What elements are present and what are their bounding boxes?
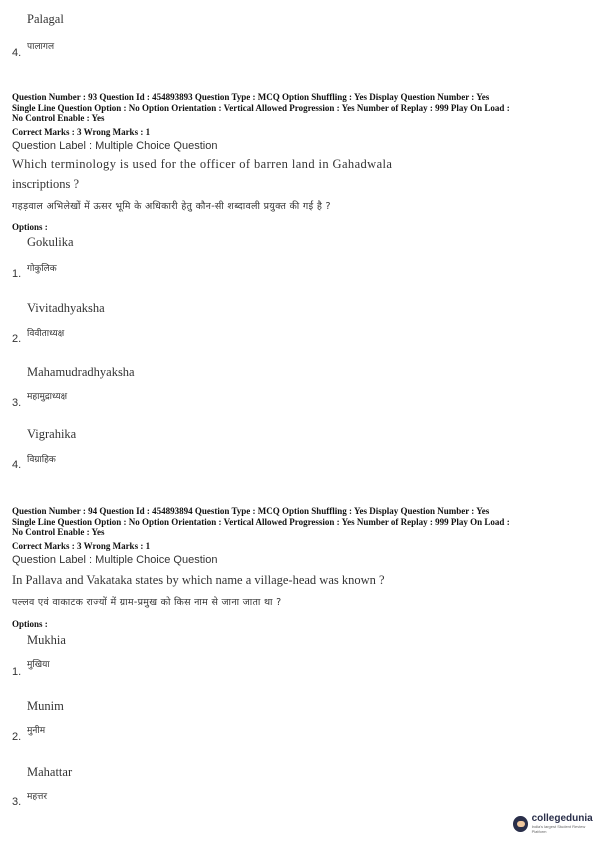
brand-name: collegedunia xyxy=(531,813,593,824)
q94-label: Question Label : Multiple Choice Question xyxy=(12,554,218,566)
option-hindi: महामुद्राध्यक्ष xyxy=(27,392,68,402)
q94-hindi-text: पल्लव एवं वाकाटक राज्यों में ग्राम-प्रमुख को किस नाम से जाना जाता था ? xyxy=(12,597,282,608)
option-text: Mahamudradhyaksha xyxy=(27,365,135,379)
prev-option-4-text: Palagal xyxy=(27,12,64,26)
option-number: 1. xyxy=(12,666,22,678)
option-hindi: विवीताध्यक्ष xyxy=(27,329,65,339)
q94-meta: Question Number : 94 Question Id : 454893894 Question Type : MCQ Option Shuffling : Yes Display Question Number : Yes Single Line Question Option : No Option Orientation : Vertical Allowed Progression : Yes Number of Replay : 999 Play On Load : No Control Enable : Yes xyxy=(12,506,510,537)
option-number: 3. xyxy=(12,397,22,409)
option-text: Munim xyxy=(27,699,64,713)
option-hindi: महत्तर xyxy=(27,792,48,802)
q93-marks: Correct Marks : 3 Wrong Marks : 1 xyxy=(12,127,151,137)
option-text: Vivitadhyaksha xyxy=(27,301,105,315)
prev-option-4-number: 4. xyxy=(12,47,22,59)
option-hindi: मुखिया xyxy=(27,660,50,670)
collegedunia-watermark xyxy=(513,813,595,834)
q93-text-line1: Which terminology is used for the officer of barren land in Gahadwala xyxy=(12,157,393,171)
q93-hindi-text: गहड़वाल अभिलेखों में ऊसर भूमि के अधिकारी हेतु कौन-सी शब्दावली प्रयुक्त की गई है ? xyxy=(12,201,331,212)
option-number: 3. xyxy=(12,796,22,808)
option-hindi: विग्राहिक xyxy=(27,455,56,465)
option-text: Mahattar xyxy=(27,765,73,779)
q94-text-line1: In Pallava and Vakataka states by which name a village-head was known ? xyxy=(12,573,385,587)
option-number: 2. xyxy=(12,731,22,743)
option-text: Mukhia xyxy=(27,633,66,647)
prev-option-4-hindi: पालागल xyxy=(27,42,55,52)
brand-tagline: India's largest Student Review Platform xyxy=(531,824,586,834)
q93-label: Question Label : Multiple Choice Question xyxy=(12,140,218,152)
option-number: 1. xyxy=(12,268,22,280)
option-text: Gokulika xyxy=(27,235,74,249)
q94-marks: Correct Marks : 3 Wrong Marks : 1 xyxy=(12,541,151,551)
q93-options-heading: Options : xyxy=(12,222,48,232)
option-hindi: गोकुलिक xyxy=(27,264,57,274)
mascot-icon xyxy=(513,816,528,832)
q93-meta: Question Number : 93 Question Id : 454893893 Question Type : MCQ Option Shuffling : Yes Display Question Number : Yes Single Line Question Option : No Option Orientation : Vertical Allowed Progression : Yes Number of Replay : 999 Play On Load : No Control Enable : Yes xyxy=(12,92,510,123)
q93-text-line2: inscriptions ? xyxy=(12,177,80,191)
q94-options-heading: Options : xyxy=(12,619,48,629)
option-hindi: मुनीम xyxy=(27,726,46,736)
option-number: 4. xyxy=(12,459,22,471)
option-number: 2. xyxy=(12,333,22,345)
option-text: Vigrahika xyxy=(27,427,77,441)
